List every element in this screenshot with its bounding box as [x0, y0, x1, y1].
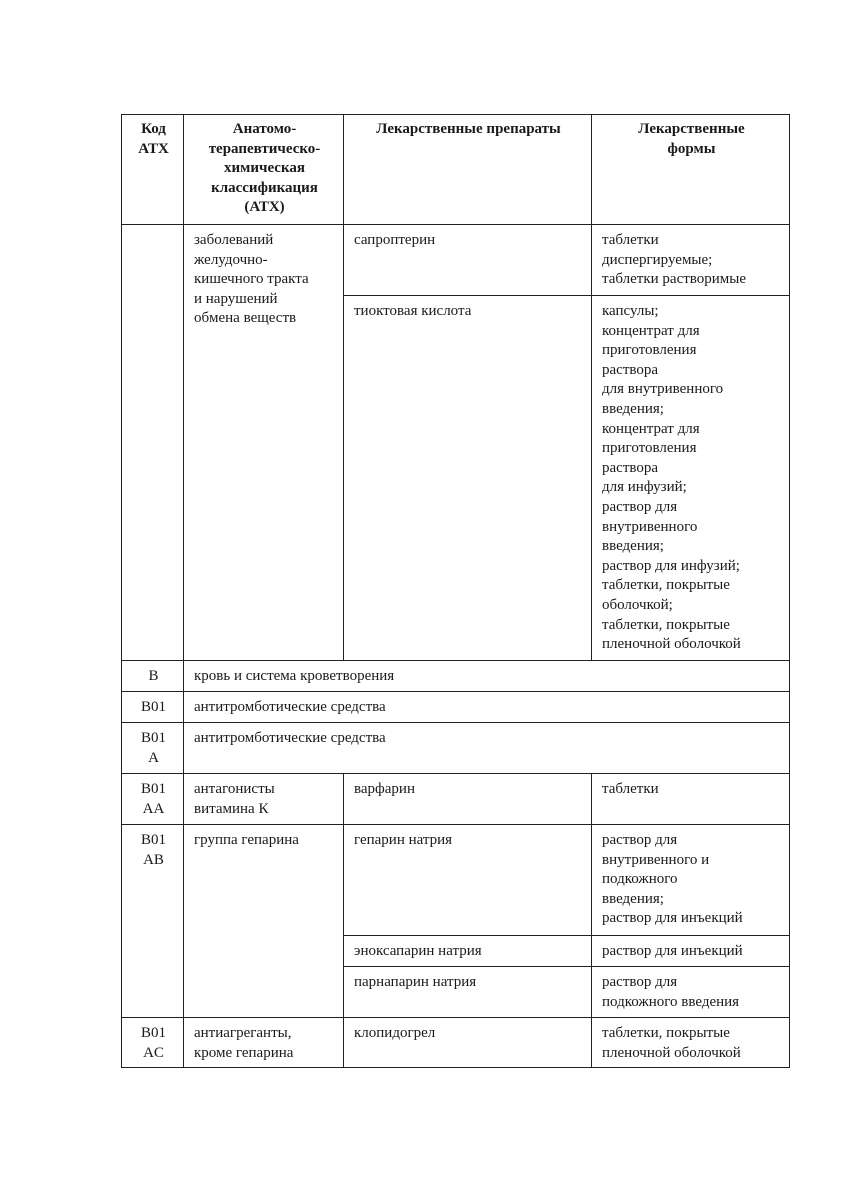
atx-code-cell: B01 A — [122, 723, 184, 774]
forms-cell: таблетки, покрытые пленочной оболочкой — [592, 1018, 790, 1068]
table-row — [122, 723, 790, 774]
drug-cell: тиоктовая кислота — [344, 296, 592, 661]
forms-cell: капсулы; концентрат для приготовления раствора для внутривенного введения; концентрат для приготовления раствора для инфузий; раствор для внутривенного введения; раствор для инфузий; таблетки, покрытые оболочкой; таблетки, покрытые пленочной оболочкой — [592, 296, 790, 661]
header-drugs: Лекарственные препараты — [344, 115, 592, 225]
atx-drug-table — [121, 114, 790, 1068]
atx-code-cell — [122, 225, 184, 661]
drug-cell: клопидогрел — [344, 1018, 592, 1068]
classification-cell: антиагреганты, кроме гепарина — [184, 1018, 344, 1068]
atx-code-cell: B01 AA — [122, 774, 184, 825]
header-classification: Анатомо- терапевтическо- химическая классификация (АТХ) — [184, 115, 344, 225]
forms-cell: раствор для подкожного введения — [592, 967, 790, 1018]
forms-cell: таблетки — [592, 774, 790, 825]
atx-code-cell: B01 — [122, 692, 184, 723]
table-row — [122, 774, 790, 825]
drug-cell: эноксапарин натрия — [344, 936, 592, 967]
table-row — [122, 1018, 790, 1068]
classification-cell: заболеваний желудочно- кишечного тракта и нарушений обмена веществ — [184, 225, 344, 661]
table-header-row — [122, 115, 790, 225]
header-code: Код ATX — [122, 115, 184, 225]
atx-code-cell: B01 AC — [122, 1018, 184, 1068]
drug-cell: парнапарин натрия — [344, 967, 592, 1018]
forms-cell: таблетки диспергируемые; таблетки растворимые — [592, 225, 790, 296]
classification-cell: группа гепарина — [184, 825, 344, 1018]
table-row — [122, 661, 790, 692]
classification-cell: кровь и система кроветворения — [184, 661, 790, 692]
classification-cell: антитромботические средства — [184, 723, 790, 774]
atx-code-cell: B — [122, 661, 184, 692]
forms-cell: раствор для инъекций — [592, 936, 790, 967]
drug-cell: сапроптерин — [344, 225, 592, 296]
drug-cell: гепарин натрия — [344, 825, 592, 936]
header-forms: Лекарственные формы — [592, 115, 790, 225]
drug-cell: варфарин — [344, 774, 592, 825]
table-row — [122, 825, 790, 936]
forms-cell: раствор для внутривенного и подкожного введения; раствор для инъекций — [592, 825, 790, 936]
classification-cell: антагонисты витамина К — [184, 774, 344, 825]
atx-code-cell: B01 AB — [122, 825, 184, 1018]
table-row — [122, 692, 790, 723]
table-row — [122, 225, 790, 296]
classification-cell: антитромботические средства — [184, 692, 790, 723]
